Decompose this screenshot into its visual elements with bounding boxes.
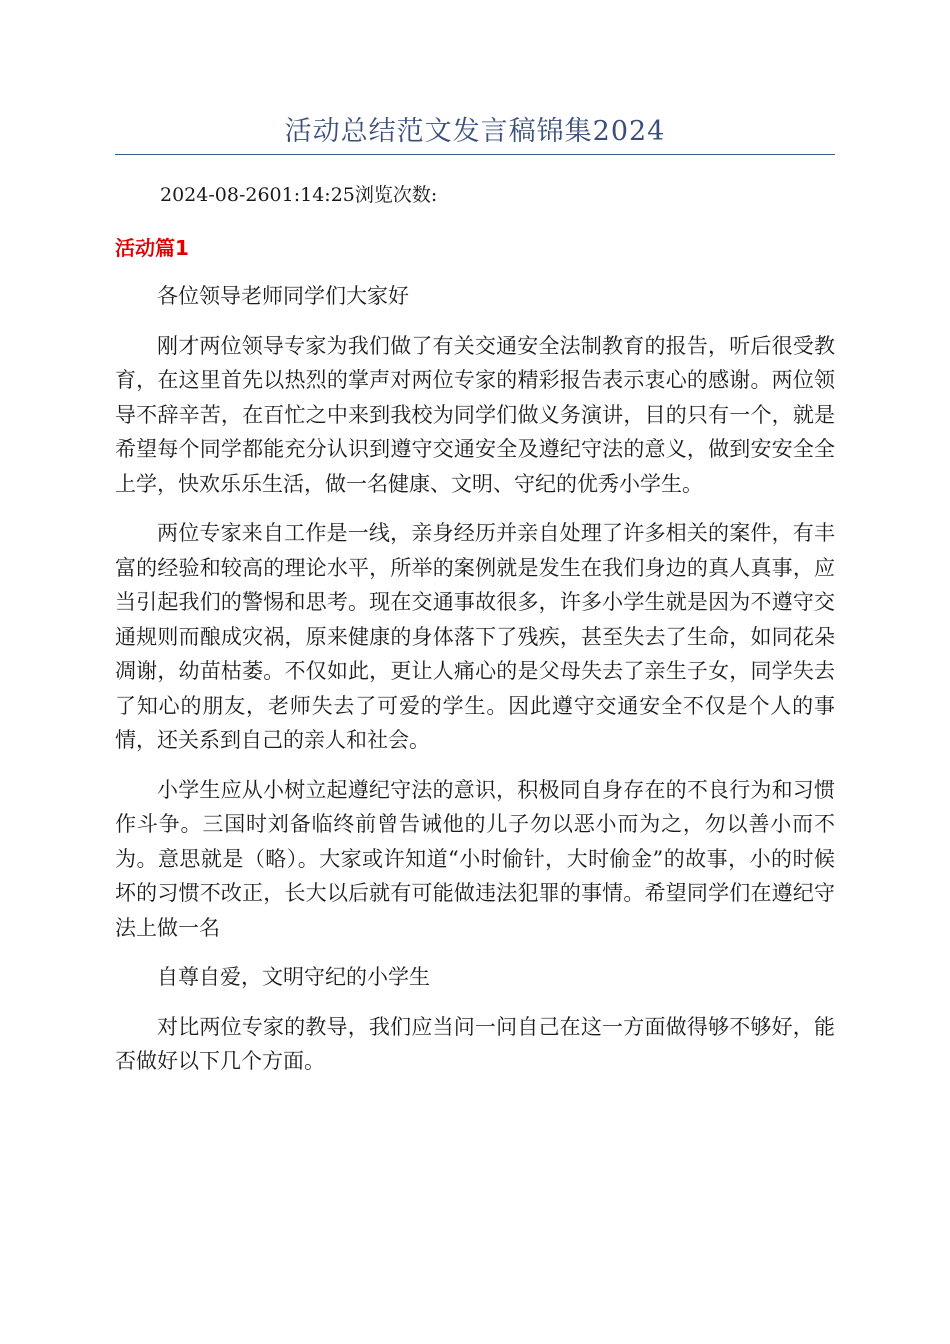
paragraph-3: 小学生应从小树立起遵纪守法的意识，积极同自身存在的不良行为和习惯作斗争。三国时刘备临终前曾告诫他的儿子勿以恶小而为之，勿以善小而不为。意思就是（略）。大家或许知道“小时偷针，大时偷金”的故事，小的时候坏的习惯不改正，长大以后就有可能做违法犯罪的事情。希望同学们在遵纪守法上做一名 bbox=[115, 777, 835, 940]
paragraph-2: 两位专家来自工作是一线，亲身经历并亲自处理了许多相关的案件，有丰富的经验和较高的理论水平，所举的案例就是发生在我们身边的真人真事，应当引起我们的警惕和思考。现在交通事故很多，许多小学生就是因为不遵守交通规则而酿成灾祸，原来健康的身体落下了残疾，甚至失去了生命，如同花朵凋谢，幼苗枯萎。不仅如此，更让人痛心的是父母失去了亲生子女，同学失去了知心的朋友，老师失去了可爱的学生。因此遵守交通安全不仅是个人的事情，还关系到自己的亲人和社会。 bbox=[115, 521, 835, 752]
paragraph-1: 刚才两位领导专家为我们做了有关交通安全法制教育的报告，听后很受教育，在这里首先以热烈的掌声对两位专家的精彩报告表示衷心的感谢。两位领导不辞辛苦，在百忙之中来到我校为同学们做义务演讲，目的只有一个，就是希望每个同学都能充分认识到遵守交通安全及遵纪守法的意义，做到安安全全上学，快欢乐乐生活，做一名健康、文明、守纪的优秀小学生。 bbox=[115, 333, 835, 496]
section-heading: 活动篇1 bbox=[115, 236, 189, 260]
publish-meta: 2024-08-2601:14:25浏览次数: bbox=[160, 184, 438, 206]
document-title: 活动总结范文发言稿锦集2024 bbox=[284, 116, 666, 147]
paragraph-4: 自尊自爱，文明守纪的小学生 bbox=[157, 965, 430, 989]
title-underline bbox=[115, 154, 835, 155]
article-body bbox=[115, 279, 835, 1094]
paragraph-5: 对比两位专家的教导，我们应当问一问自己在这一方面做得够不够好，能否做好以下几个方面。 bbox=[115, 1014, 835, 1073]
paragraph-greeting: 各位领导老师同学们大家好 bbox=[157, 284, 409, 308]
